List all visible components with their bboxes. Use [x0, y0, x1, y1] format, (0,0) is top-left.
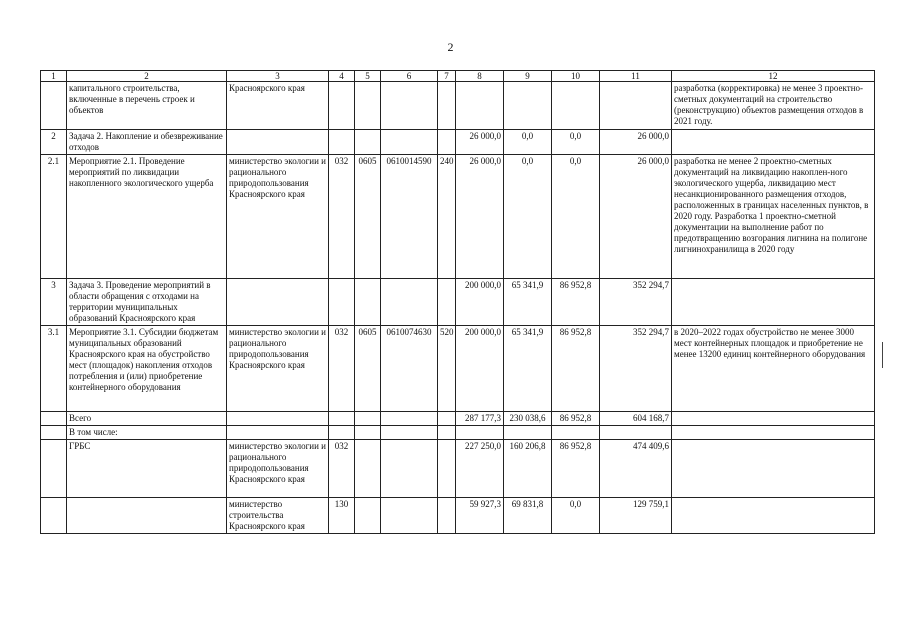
table-row	[41, 497, 875, 533]
table-cell-col-6	[381, 497, 438, 533]
col-header-8: 8	[456, 71, 504, 82]
table-cell-col-7	[438, 425, 456, 439]
table-cell-col-3	[227, 425, 329, 439]
table-cell-col-12	[672, 411, 875, 425]
table-cell-col-10: 86 952,8	[552, 279, 600, 326]
table-cell-col-2: ГРБС	[67, 439, 227, 497]
table-cell-col-7	[438, 411, 456, 425]
table-cell-col-9: 160 206,8	[504, 439, 552, 497]
table-cell-col-1: 3	[41, 279, 67, 326]
table-cell-col-5: 0605	[355, 325, 381, 411]
table-cell-col-4: 032	[329, 155, 355, 279]
table-cell-col-2	[67, 497, 227, 533]
page-number: 2	[447, 40, 454, 54]
table-cell-col-6: 0610074630	[381, 325, 438, 411]
table-cell-col-7	[438, 279, 456, 326]
table-cell-col-4: 032	[329, 325, 355, 411]
table-cell-col-5: 0605	[355, 155, 381, 279]
table-cell-col-11: 26 000,0	[600, 155, 672, 279]
table-cell-col-1	[41, 82, 67, 130]
table-cell-col-12: разработка (корректировка) не менее 3 проектно-сметных документаций на строительство (реконструкцию) объектов размещения отходов в 2021 году.	[672, 82, 875, 130]
table-cell-col-1	[41, 425, 67, 439]
table-body	[41, 71, 875, 534]
table-cell-col-11: 352 294,7	[600, 279, 672, 326]
table-cell-col-5	[355, 130, 381, 155]
column-number-row	[41, 71, 875, 82]
table-cell-col-8: 227 250,0	[456, 439, 504, 497]
table-cell-col-9: 69 831,8	[504, 497, 552, 533]
table-cell-col-5	[355, 411, 381, 425]
table-cell-col-12: разработка не менее 2 проектно-сметных документаций на ликвидацию накоплен-ного экологического ущерба, ликвидацию мест несанкционированного размещения отходов, расположенных в границах населенных пунктов, в 2020 году. Разработка 1 проектно-сметной документации на выполнение работ по предотвращению возгорания лигнина на полигоне лигнинохранилища в 2020 году	[672, 155, 875, 279]
table-cell-col-3: министерство строительства Красноярского края	[227, 497, 329, 533]
table-cell-col-12: в 2020–2022 годах обустройство не менее 3000 мест контейнерных площадок и приобретение не менее 13200 единиц контейнерного оборудования	[672, 325, 875, 411]
table-cell-col-7: 520	[438, 325, 456, 411]
table-cell-col-5	[355, 82, 381, 130]
table-cell-col-8	[456, 425, 504, 439]
table-row	[41, 130, 875, 155]
col-header-11: 11	[600, 71, 672, 82]
table-cell-col-1	[41, 411, 67, 425]
table-cell-col-4	[329, 279, 355, 326]
table-cell-col-7	[438, 497, 456, 533]
table-cell-col-11: 474 409,6	[600, 439, 672, 497]
table-cell-col-4	[329, 425, 355, 439]
table-cell-col-8: 200 000,0	[456, 325, 504, 411]
table-cell-col-1: 2	[41, 130, 67, 155]
table-cell-col-2: В том числе:	[67, 425, 227, 439]
table-cell-col-11: 26 000,0	[600, 130, 672, 155]
table-cell-col-5	[355, 279, 381, 326]
table-cell-col-12	[672, 425, 875, 439]
table-cell-col-8	[456, 82, 504, 130]
table-cell-col-6	[381, 411, 438, 425]
col-header-9: 9	[504, 71, 552, 82]
table-cell-col-2: капитального строительства, включенные в перечень строек и объектов	[67, 82, 227, 130]
table-cell-col-8: 287 177,3	[456, 411, 504, 425]
table-cell-col-10: 86 952,8	[552, 325, 600, 411]
table-cell-col-11	[600, 82, 672, 130]
scan-margin-mark	[882, 342, 883, 368]
table-cell-col-12	[672, 130, 875, 155]
table-cell-col-3: министерство экологии и рационального природопользования Красноярского края	[227, 155, 329, 279]
table-cell-col-5	[355, 425, 381, 439]
table-cell-col-10: 86 952,8	[552, 411, 600, 425]
table-cell-col-11	[600, 425, 672, 439]
table-cell-col-7	[438, 130, 456, 155]
table-cell-col-6	[381, 130, 438, 155]
table-cell-col-3	[227, 279, 329, 326]
table-row	[41, 325, 875, 411]
table-cell-col-1	[41, 497, 67, 533]
table-cell-col-4: 032	[329, 439, 355, 497]
table-cell-col-10: 0,0	[552, 497, 600, 533]
table-row	[41, 439, 875, 497]
col-header-2: 2	[67, 71, 227, 82]
table-cell-col-2: Мероприятие 2.1. Проведение мероприятий по ликвидации накопленного экологического ущерба	[67, 155, 227, 279]
table-cell-col-6: 0610014590	[381, 155, 438, 279]
table-cell-col-5	[355, 439, 381, 497]
table-cell-col-8: 59 927,3	[456, 497, 504, 533]
col-header-7: 7	[438, 71, 456, 82]
table-cell-col-12	[672, 497, 875, 533]
table-cell-col-11: 352 294,7	[600, 325, 672, 411]
table-cell-col-1: 3.1	[41, 325, 67, 411]
table-cell-col-2: Задача 3. Проведение мероприятий в области обращения с отходами на территории муниципальных образований Красноярского края	[67, 279, 227, 326]
table-cell-col-6	[381, 279, 438, 326]
program-table	[40, 70, 875, 534]
table-cell-col-2: Всего	[67, 411, 227, 425]
table-cell-col-9	[504, 82, 552, 130]
table-cell-col-12	[672, 439, 875, 497]
table-cell-col-4	[329, 411, 355, 425]
table-cell-col-10: 0,0	[552, 155, 600, 279]
table-cell-col-10	[552, 82, 600, 130]
table-row	[41, 279, 875, 326]
table-cell-col-6	[381, 82, 438, 130]
table-cell-col-9: 65 341,9	[504, 279, 552, 326]
table-row	[41, 82, 875, 130]
table-cell-col-5	[355, 497, 381, 533]
table-cell-col-3	[227, 130, 329, 155]
table-cell-col-11: 129 759,1	[600, 497, 672, 533]
col-header-5: 5	[355, 71, 381, 82]
table-cell-col-3: министерство экологии и рационального природопользования Красноярского края	[227, 325, 329, 411]
table-cell-col-8: 26 000,0	[456, 155, 504, 279]
col-header-12: 12	[672, 71, 875, 82]
table-cell-col-6	[381, 425, 438, 439]
col-header-3: 3	[227, 71, 329, 82]
table-cell-col-4: 130	[329, 497, 355, 533]
table-cell-col-9: 0,0	[504, 155, 552, 279]
table-cell-col-9: 65 341,9	[504, 325, 552, 411]
table-cell-col-4	[329, 130, 355, 155]
table-cell-col-9	[504, 425, 552, 439]
table-cell-col-7	[438, 439, 456, 497]
table-cell-col-8: 200 000,0	[456, 279, 504, 326]
col-header-10: 10	[552, 71, 600, 82]
table-cell-col-1: 2.1	[41, 155, 67, 279]
table-row	[41, 155, 875, 279]
table-row	[41, 411, 875, 425]
table-cell-col-10: 0,0	[552, 130, 600, 155]
table-cell-col-9: 0,0	[504, 130, 552, 155]
table-cell-col-2: Мероприятие 3.1. Субсидии бюджетам муниципальных образований Красноярского края на обустройство мест (площадок) накопления отходов потребления и (или) приобретение контейнерного оборудования	[67, 325, 227, 411]
table-cell-col-6	[381, 439, 438, 497]
table-cell-col-8: 26 000,0	[456, 130, 504, 155]
table-cell-col-12	[672, 279, 875, 326]
table-cell-col-3	[227, 411, 329, 425]
table-cell-col-10: 86 952,8	[552, 439, 600, 497]
col-header-4: 4	[329, 71, 355, 82]
table-cell-col-10	[552, 425, 600, 439]
col-header-1: 1	[41, 71, 67, 82]
table-cell-col-11: 604 168,7	[600, 411, 672, 425]
col-header-6: 6	[381, 71, 438, 82]
table-cell-col-2: Задача 2. Накопление и обезвреживание отходов	[67, 130, 227, 155]
table-cell-col-3: министерство экологии и рационального природопользования Красноярского края	[227, 439, 329, 497]
table-cell-col-7	[438, 82, 456, 130]
table-cell-col-3: Красноярского края	[227, 82, 329, 130]
table-cell-col-7: 240	[438, 155, 456, 279]
table-cell-col-1	[41, 439, 67, 497]
table-row	[41, 425, 875, 439]
table-cell-col-9: 230 038,6	[504, 411, 552, 425]
table-cell-col-4	[329, 82, 355, 130]
